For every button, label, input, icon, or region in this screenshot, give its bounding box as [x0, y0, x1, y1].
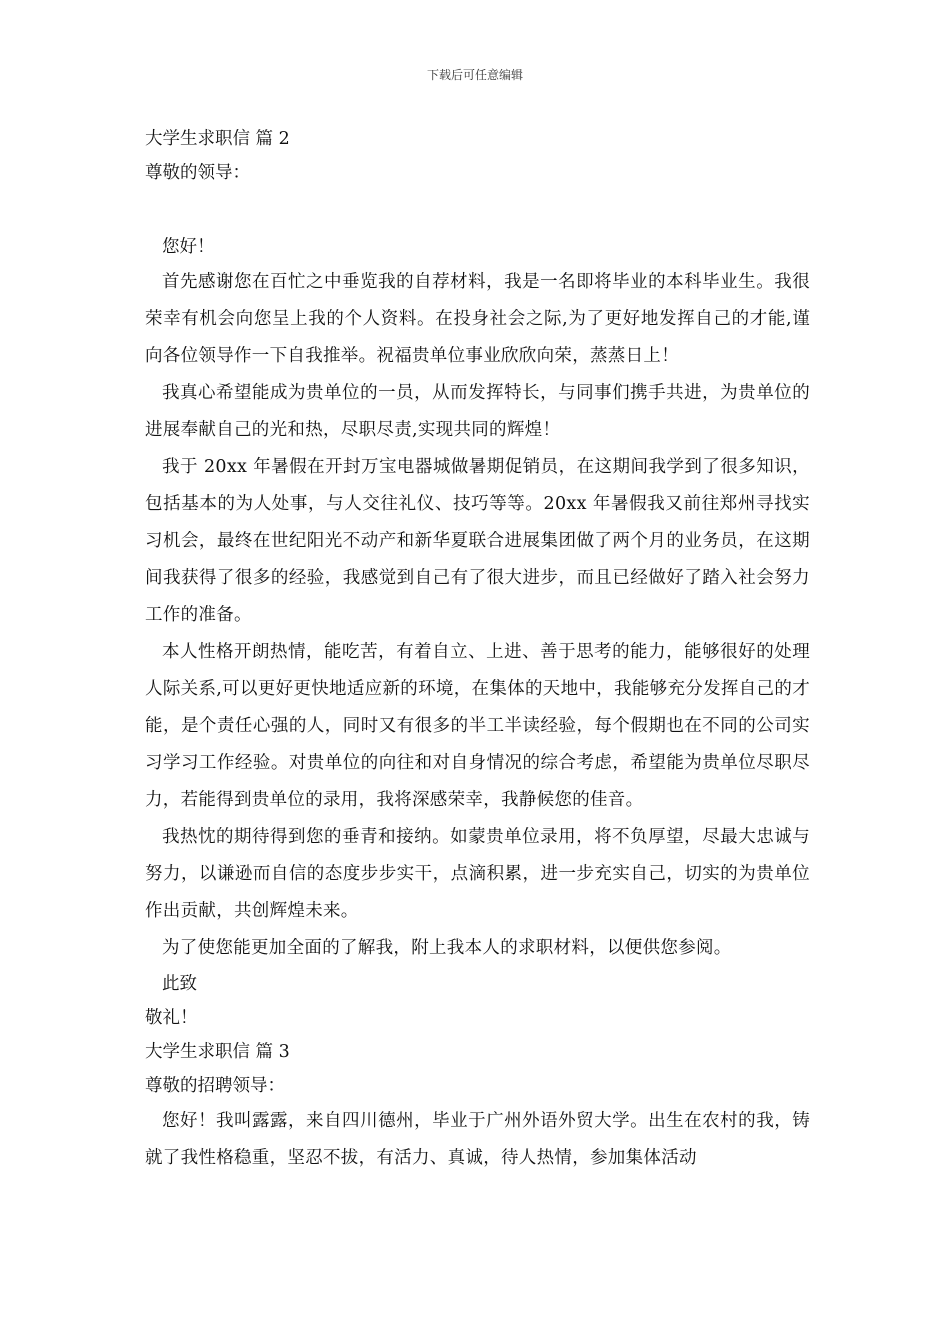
- section2-closing-1: 此致: [162, 974, 197, 994]
- section2-paragraph-4: 本人性格开朗热情，能吃苦，有着自立、上进、善于思考的能力，能够很好的处理人际关系,可以更好更快地适应新的环境，在集体的天地中，我能够充分发挥自己的才能，是个责任心强的人，同时又有很多的半工半读经验，每个假期也在不同的公司实习学习工作经验。对贵单位的向往和对自身情况的综合考虑，希望能为贵单位尽职尽力，若能得到贵单位的录用，我将深感荣幸，我静候您的佳音。: [145, 642, 810, 810]
- section2-title: 大学生求职信 篇 2: [145, 129, 290, 149]
- section2-paragraph-2: 我真心希望能成为贵单位的一员，从而发挥特长，与同事们携手共进，为贵单位的进展奉献自己的光和热，尽职尽责,实现共同的辉煌！: [145, 383, 810, 440]
- section2-closing-2: 敬礼！: [145, 1008, 198, 1028]
- section3-paragraph-1: 您好！我叫露露，来自四川德州，毕业于广州外语外贸大学。出生在农村的我，铸就了我性格稳重，坚忍不拔，有活力、真诚，待人热情，参加集体活动: [145, 1111, 810, 1168]
- letter-body: [145, 122, 810, 1177]
- page-header-note: 下载后可任意编辑: [426, 68, 523, 82]
- section3-title: 大学生求职信 篇 3: [145, 1042, 290, 1062]
- section2-greeting: 您好！: [162, 237, 215, 257]
- section2-paragraph-5: 我热忱的期待得到您的垂青和接纳。如蒙贵单位录用，将不负厚望，尽最大忠诚与努力，以谦逊而自信的态度步步实干，点滴积累，进一步充实自己，切实的为贵单位作出贡献，共创辉煌未来。: [145, 827, 810, 921]
- section2-paragraph-1: 首先感谢您在百忙之中垂览我的自荐材料，我是一名即将毕业的本科毕业生。我很荣幸有机会向您呈上我的个人资料。在投身社会之际,为了更好地发挥自己的才能,谨向各位领导作一下自我推举。祝福贵单位事业欣欣向荣，蒸蒸日上！: [145, 272, 810, 366]
- section2-paragraph-3: 我于 20xx 年暑假在开封万宝电器城做暑期促销员，在这期间我学到了很多知识，包括基本的为人处事，与人交往礼仪、技巧等等。20xx 年暑假我又前往郑州寻找实习机会，最终在世纪阳光不动产和新华夏联合进展集团做了两个月的业务员，在这期间我获得了很多的经验，我感觉到自己有了很大进步，而且已经做好了踏入社会努力工作的准备。: [145, 457, 810, 625]
- blank-line: [145, 190, 810, 230]
- section2-salutation: 尊敬的领导：: [145, 163, 250, 183]
- section2-paragraph-6: 为了使您能更加全面的了解我，附上我本人的求职材料，以便供您参阅。: [162, 938, 732, 958]
- section3-salutation: 尊敬的招聘领导：: [145, 1076, 285, 1096]
